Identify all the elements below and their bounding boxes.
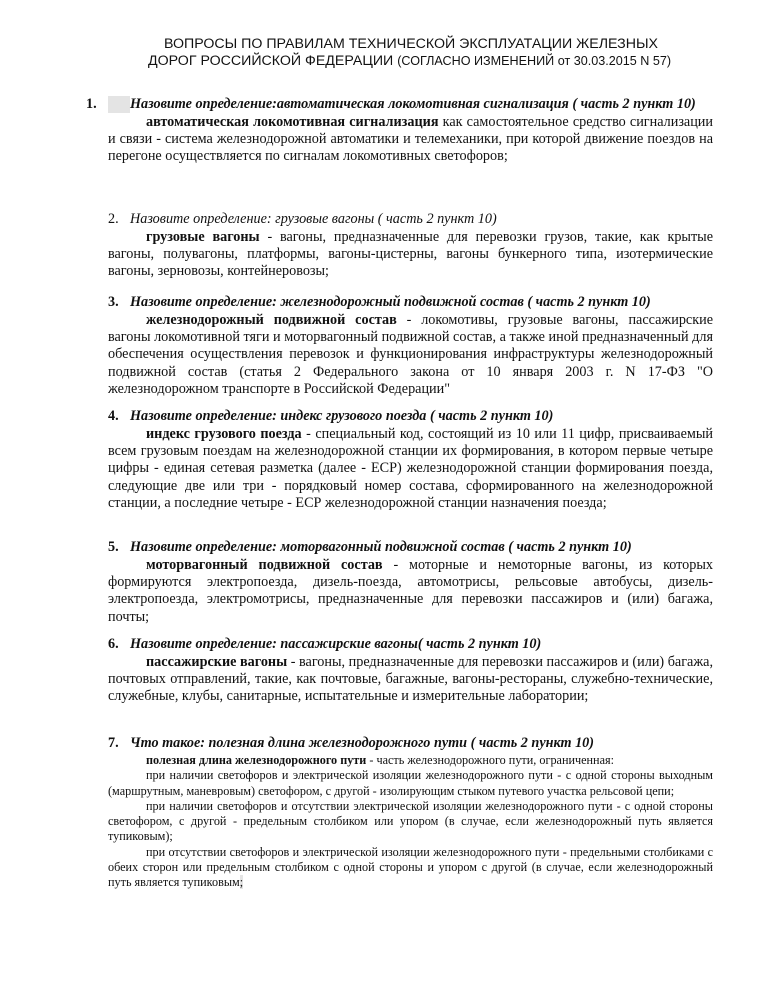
question-number-1: 1.	[108, 96, 130, 113]
answer-7	[108, 753, 713, 768]
answer-6	[108, 654, 713, 706]
question-block-6	[108, 636, 713, 706]
question-block-3	[108, 294, 713, 398]
answer-definition-1: как самостоятельное средство сигнализации и связи - система железнодорожной автоматики и телемеханики, при которой движение поездов на перегоне осуществляется по сигналам локомотивных светофоров;	[108, 114, 713, 165]
question-number-6: 6.	[108, 636, 119, 652]
answer-definition-4: - специальный код, состоящий из 10 или 11 цифр, присваиваемый всем грузовым поездам на железнодорожной станции их формирования, в котором первые четыре цифры - единая сетевая разметка (далее - ЕСР) железнодорожной станции формирования поезда, следующие две или три - порядковый номер состава, сформированного на железнодорожной станции, а последние четыре - ЕСР железнодорожной станции назначения поезда;	[108, 426, 713, 511]
question-text-3: Назовите определение: железнодорожный подвижной состав ( часть 2 пункт 10)	[130, 294, 651, 310]
answer-definition-2: - вагоны, предназначенные для перевозки грузов, такие, как крытые вагоны, полувагоны, платформы, вагоны-цистерны, вагоны бункерного типа, изотермические вагоны, зерновозы, контейнеровозы;	[108, 229, 713, 280]
answer-definition-5: - моторные и немоторные вагоны, из которых формируются электропоезда, дизель-поезда, автомотрисы, рельсовые автобусы, дизель-электропоезда, электромотрисы, предназначенные для перевозки пассажиров и (или) багажа, почты;	[108, 557, 713, 625]
question-block-4	[108, 408, 713, 512]
question-text-4: Назовите определение: индекс грузового поезда ( часть 2 пункт 10)	[130, 408, 554, 424]
answer-7-clause-3	[108, 845, 713, 891]
question-heading-4	[108, 408, 713, 425]
question-text-2: Назовите определение: грузовые вагоны ( часть 2 пункт 10)	[130, 211, 497, 227]
answer-term-1: автоматическая локомотивная сигнализация	[146, 114, 439, 130]
title-revision-note: (СОГЛАСНО ИЗМЕНЕНИЙ от 30.03.2015 N 57)	[397, 54, 672, 68]
question-text-1: Назовите определение:автоматическая локомотивная сигнализация ( часть 2 пункт 10)	[130, 96, 696, 112]
question-text-5: Назовите определение: моторвагонный подвижной состав ( часть 2 пункт 10)	[130, 539, 632, 555]
answer-term-6: пассажирские вагоны	[146, 654, 288, 670]
question-heading-6	[108, 636, 713, 653]
question-text-7: Что такое: полезная длина железнодорожного пути ( часть 2 пункт 10)	[130, 735, 594, 751]
question-block-2	[108, 211, 713, 281]
question-number-2: 2.	[108, 211, 119, 227]
answer-term-7: полезная длина железнодорожного пути	[146, 753, 367, 767]
title-line-1: ВОПРОСЫ ПО ПРАВИЛАМ ТЕХНИЧЕСКОЙ ЭКСПЛУАТАЦИИ ЖЕЛЕЗНЫХ	[164, 36, 659, 52]
answer-4	[108, 426, 713, 512]
answer-term-5: моторвагонный подвижной состав	[146, 557, 383, 573]
answer-1	[108, 114, 713, 166]
title-line-2: ДОРОГ РОССИЙСКОЙ ФЕДЕРАЦИИ	[148, 53, 394, 69]
answer-3	[108, 312, 713, 398]
answer-definition-6: - вагоны, предназначенные для перевозки пассажиров и (или) багажа, почтовых отправлений, такие, как почтовые, багажные, вагоны-рестораны, служебно-технические, служебные, клубы, санитарные, испытательные и измерительные лаборатории;	[108, 654, 713, 705]
answer-term-3: железнодорожный подвижной состав	[146, 312, 397, 328]
question-heading-2	[108, 211, 713, 228]
answer-definition-7: - часть железнодорожного пути, ограниченная:	[366, 753, 614, 767]
document-title	[148, 36, 728, 70]
question-text-6: Назовите определение: пассажирские вагоны( часть 2 пункт 10)	[130, 636, 542, 652]
question-heading-7	[108, 735, 713, 752]
question-number-3: 3.	[108, 294, 119, 310]
question-block-1	[86, 96, 713, 166]
answer-term-2: грузовые вагоны	[146, 229, 260, 245]
answer-7-clause-3-text: при отсутствии светофоров и электрической изоляции железнодорожного пути - предельными столбиками с обеих сторон или предельным столбиком с одной стороны и упором с другой (в случае, если железнодорожный путь является тупиковым	[108, 844, 713, 890]
question-number-5: 5.	[108, 539, 119, 555]
question-heading-3	[108, 294, 713, 311]
answer-definition-3: - локомотивы, грузовые вагоны, пассажирские вагоны локомотивной тяги и моторвагонный подвижной состав, а также иной предназначенный для обеспечения осуществления перевозок и функционирования инфраструктуры железнодорожный подвижной состав (статья 2 Федерального закона от 10 января 2003 г. N 17-ФЗ "О железнодорожном транспорте в Российской Федерации"	[108, 312, 713, 397]
question-number-4: 4.	[108, 408, 119, 424]
question-heading-1	[86, 96, 713, 113]
answer-7-clause-2: при наличии светофоров и отсутствии электрической изоляции железнодорожного пути - с одной стороны светофором, с другой - предельным столбиком или упором (в случае, если железнодорожный путь является тупиковым);	[108, 798, 713, 844]
answer-5	[108, 557, 713, 626]
question-number-7: 7.	[108, 735, 119, 751]
answer-2	[108, 229, 713, 281]
answer-7-clause-1: при наличии светофоров и электрической изоляции железнодорожного пути - с одной стороны выходным (маршрутным, маневровым) светофором, с другой - изолирующим стыком путевого участка рельсовой цепи;	[108, 768, 713, 798]
question-block-7	[108, 735, 713, 891]
answer-term-4: индекс грузового поезда	[146, 426, 302, 442]
question-block-5	[108, 539, 713, 626]
text-cursor-highlight: ;	[239, 875, 244, 890]
question-heading-5	[108, 539, 713, 556]
